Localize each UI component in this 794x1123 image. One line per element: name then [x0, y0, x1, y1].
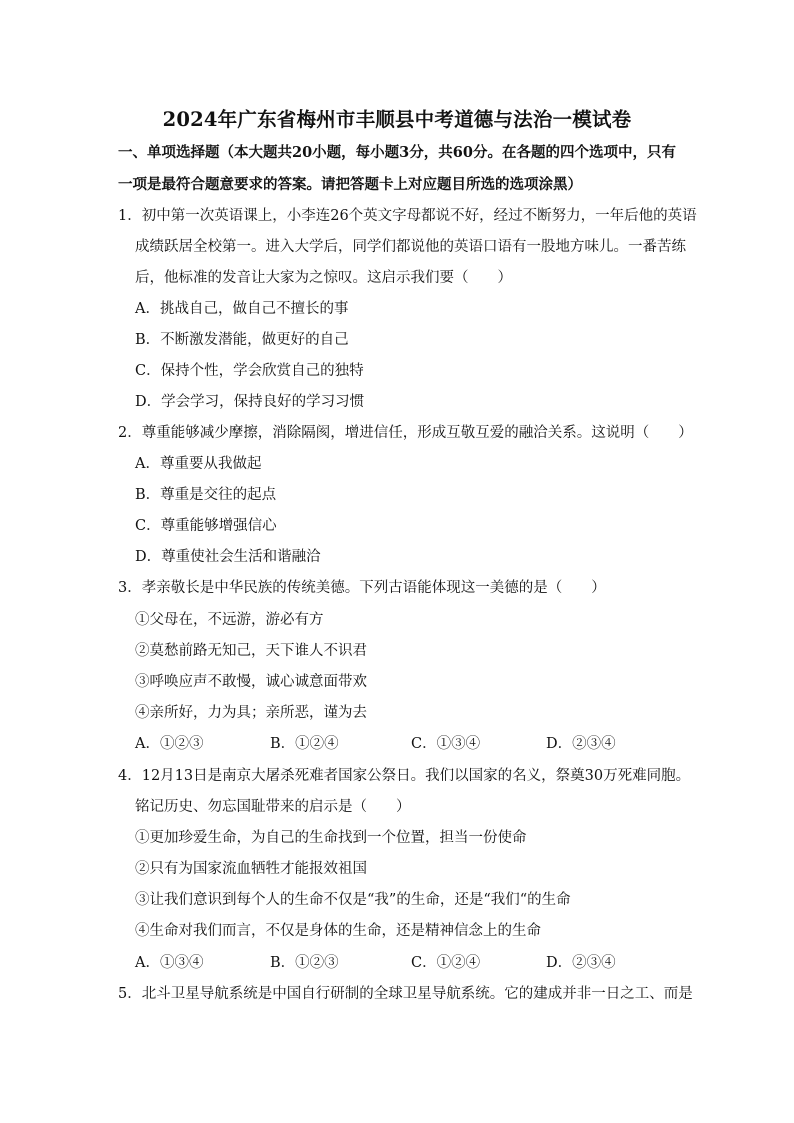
question-3-choice-c: C．①③④: [411, 736, 481, 752]
question-1-option-d: D．学会学习，保持良好的学习习惯: [135, 394, 365, 410]
question-4-choice-b: B．①②③: [270, 955, 339, 971]
question-4-line-2: 铭记历史、勿忘国耻带来的启示是（ ）: [135, 799, 411, 815]
question-4-choice-a: A．①③④: [135, 955, 204, 971]
question-3-item-2: ②莫愁前路无知己，天下谁人不识君: [135, 643, 367, 659]
section-heading-line-1: 一、单项选择题（本大题共20小题，每小题3分，共60分。在各题的四个选项中，只有: [118, 144, 676, 161]
question-1-option-a: A．挑战自己，做自己不擅长的事: [135, 301, 349, 317]
question-1-option-b: B．不断激发潜能，做更好的自己: [135, 332, 349, 348]
question-1-line-3: 后，他标准的发音让大家为之惊叹。这启示我们要（ ）: [135, 270, 512, 286]
question-3-item-4: ④亲所好，力为具；亲所恶，谨为去: [135, 705, 367, 721]
question-2-option-d: D．尊重使社会生活和谐融洽: [135, 549, 321, 565]
question-3-item-1: ①父母在，不远游，游必有方: [135, 612, 324, 628]
question-2-option-b: B．尊重是交往的起点: [135, 487, 277, 503]
exam-title: 2024年广东省梅州市丰顺县中考道德与法治一模试卷: [162, 108, 632, 131]
question-2-line-1: 2．尊重能够减少摩擦，消除隔阂，增进信任，形成互敬互爱的融洽关系。这说明（ ）: [118, 425, 693, 441]
question-3-line-1: 3．孝亲敬长是中华民族的传统美德。下列古语能体现这一美德的是（ ）: [118, 580, 606, 596]
question-4-item-1: ①更加珍爱生命，为自己的生命找到一个位置，担当一份使命: [135, 830, 527, 846]
question-3-choice-b: B．①②④: [270, 736, 339, 752]
question-4-item-3: ③让我们意识到每个人的生命不仅是“我”的生命，还是“我们“的生命: [135, 892, 571, 908]
question-3-item-3: ③呼唤应声不敢慢，诚心诚意面带欢: [135, 674, 367, 690]
question-4-item-4: ④生命对我们而言，不仅是身体的生命，还是精神信念上的生命: [135, 923, 541, 939]
question-5-line-1: 5．北斗卫星导航系统是中国自行研制的全球卫星导航系统。它的建成并非一日之工、而是: [118, 986, 693, 1002]
question-4-choice-d: D．②③④: [546, 955, 616, 971]
question-1-line-2: 成绩跃居全校第一。进入大学后，同学们都说他的英语口语有一股地方味儿。一番苦练: [135, 239, 686, 255]
section-heading-line-2: 一项是最符合题意要求的答案。请把答题卡上对应题目所选的选项涂黑）: [118, 176, 582, 193]
question-3-choice-d: D．②③④: [546, 736, 616, 752]
question-4-item-2: ②只有为国家流血牺牲才能报效祖国: [135, 861, 367, 877]
question-3-choice-a: A．①②③: [135, 736, 204, 752]
question-1-option-c: C．保持个性，学会欣赏自己的独特: [135, 363, 364, 379]
question-2-option-a: A．尊重要从我做起: [135, 456, 262, 472]
question-4-choice-c: C．①②④: [411, 955, 481, 971]
question-2-option-c: C．尊重能够增强信心: [135, 518, 277, 534]
question-1-line-1: 1．初中第一次英语课上，小李连26个英文字母都说不好，经过不断努力，一年后他的英语: [118, 208, 697, 224]
question-4-line-1: 4．12月13日是南京大屠杀死难者国家公祭日。我们以国家的名义，祭奠30万死难同胞。: [118, 768, 691, 784]
